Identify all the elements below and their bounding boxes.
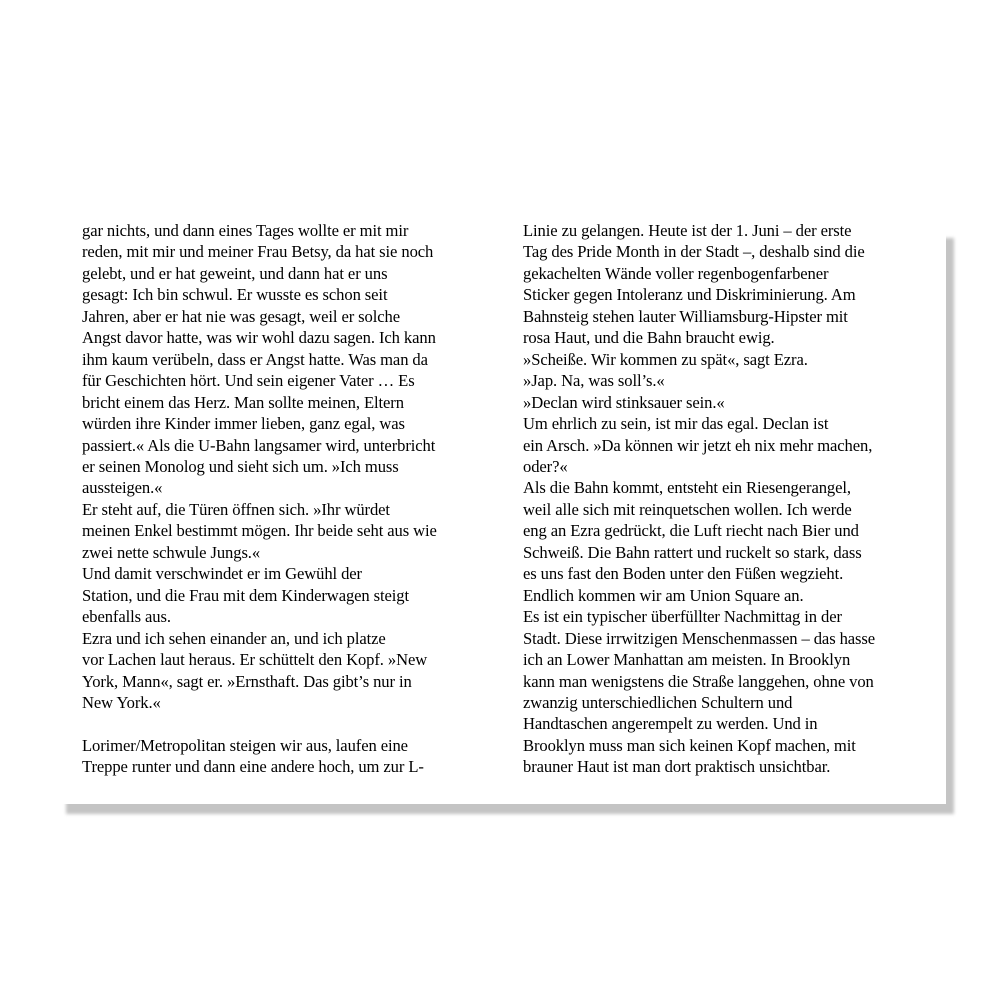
text-line: Station, und die Frau mit dem Kinderwagen steigt xyxy=(82,585,410,605)
text-line: Er steht auf, die Türen öffnen sich. »Ihr würdet xyxy=(82,499,390,519)
text-line: weil alle sich mit reinquetschen wollen. Ich werde xyxy=(523,499,852,519)
text-line: Lorimer/Metropolitan steigen wir aus, laufen eine xyxy=(82,735,408,755)
text-line: ihm kaum verübeln, dass er Angst hatte. Was man da xyxy=(82,349,428,369)
text-line: »Scheiße. Wir kommen zu spät«, sagt Ezra. xyxy=(523,349,808,369)
text-line: aussteigen.« xyxy=(82,478,163,498)
left-page-text xyxy=(82,220,474,778)
text-line: ein Arsch. »Da können wir jetzt eh nix mehr machen, xyxy=(523,435,873,455)
text-line xyxy=(82,713,474,734)
text-line: Um ehrlich zu sein, ist mir das egal. Declan ist xyxy=(523,414,829,434)
text-line: Handtaschen angerempelt zu werden. Und in xyxy=(523,714,818,734)
text-line: gelebt, und er hat geweint, und dann hat er uns xyxy=(82,263,388,283)
open-book-spread xyxy=(60,200,946,804)
text-line: eng an Ezra gedrückt, die Luft riecht nach Bier und xyxy=(523,521,859,541)
text-line: »Declan wird stinksauer sein.« xyxy=(523,392,725,412)
text-line: rosa Haut, und die Bahn braucht ewig. xyxy=(523,328,775,348)
text-line: Sticker gegen Intoleranz und Diskriminierung. Am xyxy=(523,285,856,305)
text-line: Schweiß. Die Bahn rattert und ruckelt so stark, dass xyxy=(523,542,862,562)
text-line: meinen Enkel bestimmt mögen. Ihr beide seht aus wie xyxy=(82,521,437,541)
text-line: Linie zu gelangen. Heute ist der 1. Juni – der erste xyxy=(523,221,852,240)
text-line: New York.« xyxy=(82,692,161,712)
text-line: Ezra und ich sehen einander an, und ich platze xyxy=(82,628,386,648)
text-line: Angst davor hatte, was wir wohl dazu sagen. Ich kann xyxy=(82,328,436,348)
text-line: gekachelten Wände voller regenbogenfarbener xyxy=(523,263,829,283)
text-line: Bahnsteig stehen lauter Williamsburg-Hipster mit xyxy=(523,306,848,326)
text-line: ebenfalls aus. xyxy=(82,607,171,627)
text-line: Als die Bahn kommt, entsteht ein Riesengerangel, xyxy=(523,478,851,498)
text-line: für Geschichten hört. Und sein eigener Vater … Es xyxy=(82,371,415,391)
text-line: Es ist ein typischer überfüllter Nachmittag in der xyxy=(523,607,842,627)
text-line: Jahren, aber er hat nie was gesagt, weil er solche xyxy=(82,306,400,326)
right-page-text xyxy=(523,220,915,778)
text-line: es uns fast den Boden unter den Füßen wegzieht. xyxy=(523,564,844,584)
text-line: vor Lachen laut heraus. Er schüttelt den Kopf. »New xyxy=(82,650,428,670)
text-line: gesagt: Ich bin schwul. Er wusste es schon seit xyxy=(82,285,388,305)
text-line: Treppe runter und dann eine andere hoch, um zur L- xyxy=(82,757,424,777)
text-line: zwei nette schwule Jungs.« xyxy=(82,542,261,562)
text-line: kann man wenigstens die Straße langgehen, ohne von xyxy=(523,671,874,691)
text-line: Endlich kommen wir am Union Square an. xyxy=(523,585,804,605)
text-line: oder?« xyxy=(523,456,568,476)
text-line: brauner Haut ist man dort praktisch unsichtbar. xyxy=(523,757,831,777)
text-line: zwanzig unterschiedlichen Schultern und xyxy=(523,692,793,712)
text-line: passiert.« Als die U-Bahn langsamer wird, unterbricht xyxy=(82,435,436,455)
text-line: würden ihre Kinder immer lieben, ganz egal, was xyxy=(82,414,405,434)
text-line: York, Mann«, sagt er. »Ernsthaft. Das gibt’s nur in xyxy=(82,671,412,691)
text-line: »Jap. Na, was soll’s.« xyxy=(523,371,665,391)
text-line: gar nichts, und dann eines Tages wollte er mit mir xyxy=(82,221,409,240)
text-line: Und damit verschwindet er im Gewühl der xyxy=(82,564,362,584)
text-line: er seinen Monolog und sieht sich um. »Ich muss xyxy=(82,456,399,476)
text-line: ich an Lower Manhattan am meisten. In Brooklyn xyxy=(523,650,851,670)
text-line: Tag des Pride Month in der Stadt –, deshalb sind die xyxy=(523,242,865,262)
text-line: Brooklyn muss man sich keinen Kopf machen, mit xyxy=(523,735,856,755)
text-line: reden, mit mir und meiner Frau Betsy, da hat sie noch xyxy=(82,242,434,262)
text-line: bricht einem das Herz. Man sollte meinen, Eltern xyxy=(82,392,404,412)
text-line: Stadt. Diese irrwitzigen Menschenmassen – das hasse xyxy=(523,628,876,648)
